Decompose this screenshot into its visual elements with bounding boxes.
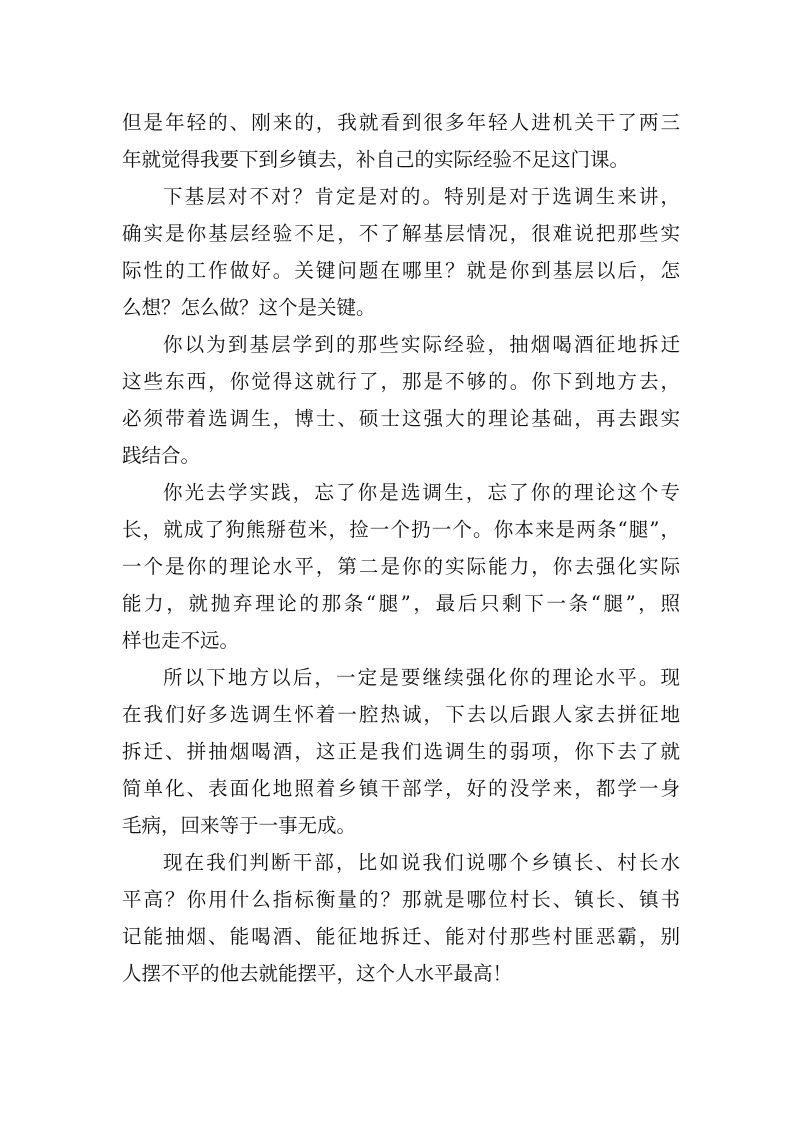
text-line: 人摆不平的他去就能摆平，这个人水平最高！	[122, 962, 513, 985]
text-line: 在我们好多选调生怀着一腔热诚，下去以后跟人家去拼征地	[122, 703, 680, 726]
text-line: 能力，就抛弃理论的那条“腿”，最后只剩下一条“腿”，照	[122, 592, 680, 615]
text-line: 样也走不远。	[122, 629, 240, 652]
text-line: 际性的工作做好。关键问题在哪里？就是你到基层以后，怎	[122, 259, 680, 282]
text-line: 你光去学实践，忘了你是选调生，忘了你的理论这个专	[163, 481, 680, 504]
text-line: 必须带着选调生，博士、硕士这强大的理论基础，再去跟实	[122, 407, 680, 430]
text-line: 这些东西，你觉得这就行了，那是不够的。你下到地方去，	[122, 370, 680, 393]
text-line: 践结合。	[122, 444, 201, 467]
text-line: 但是年轻的、刚来的，我就看到很多年轻人进机关干了两三	[122, 111, 680, 134]
text-line: 一个是你的理论水平，第二是你的实际能力，你去强化实际	[122, 555, 680, 578]
text-line: 毛病，回来等于一事无成。	[122, 814, 357, 837]
text-line: 下基层对不对？肯定是对的。特别是对于选调生来讲，	[163, 185, 680, 208]
text-line: 现在我们判断干部，比如说我们说哪个乡镇长、村长水	[163, 851, 680, 874]
text-line: 记能抽烟、能喝酒、能征地拆迁、能对付那些村匪恶霸，别	[122, 925, 680, 948]
text-line: 所以下地方以后，一定是要继续强化你的理论水平。现	[163, 666, 680, 689]
text-line: 确实是你基层经验不足，不了解基层情况，很难说把那些实	[122, 222, 680, 245]
text-line: 么想？怎么做？这个是关键。	[122, 296, 376, 319]
text-line: 平高？你用什么指标衡量的？那就是哪位村长、镇长、镇书	[122, 888, 680, 911]
text-line: 你以为到基层学到的那些实际经验，抽烟喝酒征地拆迁	[163, 333, 680, 356]
text-line: 拆迁、拼抽烟喝酒，这正是我们选调生的弱项，你下去了就	[122, 740, 680, 763]
text-line: 长，就成了狗熊掰苞米，捡一个扔一个。你本来是两条“腿”，	[122, 518, 680, 541]
text-line: 年就觉得我要下到乡镇去，补自己的实际经验不足这门课。	[122, 148, 630, 171]
document-page	[122, 104, 680, 992]
text-line: 简单化、表面化地照着乡镇干部学，好的没学来，都学一身	[122, 777, 680, 800]
